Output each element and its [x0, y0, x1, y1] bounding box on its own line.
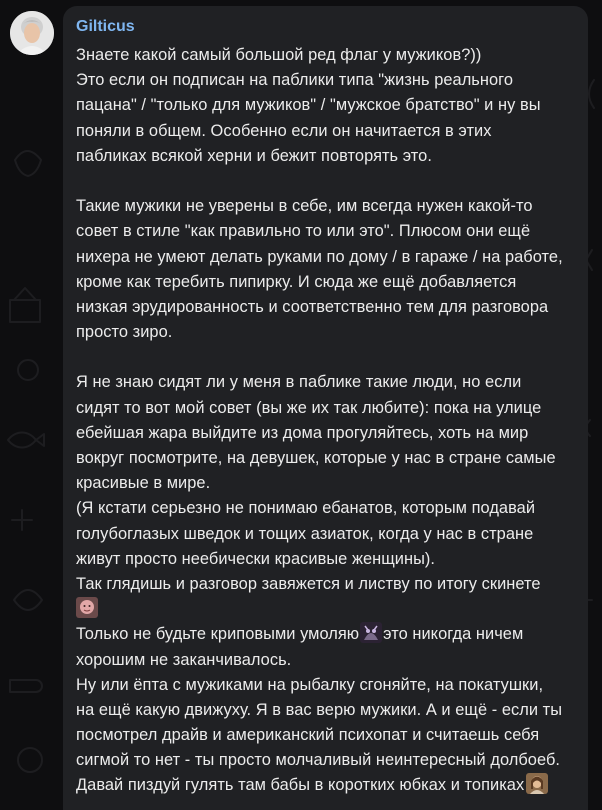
message-line: кроме как теребить пипирку. И сюда же ещё добавляется	[76, 272, 517, 291]
message-line: сидят то вот мой совет (вы же их так любите): пока на улице	[76, 398, 542, 417]
message-line: голубоглазых шведок и тощих азиаток, когда у нас в стране	[76, 524, 534, 543]
message-line: (Я кстати серьезно не понимаю ебанатов, которым подавай	[76, 499, 536, 518]
message-line-part: Только не будьте криповыми умоляю	[76, 625, 360, 644]
message-line: на ещё какую движуху. Я в вас верю мужики. А и ещё - если ты	[76, 700, 563, 719]
message-line: живут просто неебически красивые женщины).	[76, 549, 436, 568]
message-text	[76, 43, 576, 799]
emoji-line	[76, 597, 576, 622]
message-line: Так глядишь и разговор завяжется и листву по итогу скинете	[76, 574, 541, 593]
custom-emoji-woman-icon[interactable]	[526, 773, 548, 794]
message-line: нихера не умеют делать руками по дому / в гараже / на работе,	[76, 247, 563, 266]
message-line	[76, 773, 576, 798]
message-line: вокруг посмотрите, на девушек, которые у нас в стране самые	[76, 449, 556, 467]
message-line: просто зиро.	[76, 323, 173, 342]
message-line: поняли в общем. Особенно если он начитается в этих	[76, 121, 492, 140]
avatar-photo-icon	[10, 11, 54, 55]
message-line: Ну или ёпта с мужиками на рыбалку сгоняйте, на покатушки,	[76, 675, 544, 694]
message-line-part: Давай пиздуй гулять там бабы в коротких юбках и топиках	[76, 776, 525, 795]
message-line: совет в стиле "как правильно то или это". Плюсом они ещё	[76, 222, 531, 241]
sender-avatar[interactable]	[10, 11, 54, 55]
sender-name[interactable]: Gilticus	[76, 18, 135, 35]
message-bubble[interactable]	[63, 6, 588, 810]
paragraph-gap	[76, 345, 576, 370]
paragraph-gap	[76, 169, 576, 194]
message-line: пабликах всякой херни и бежит повторять это.	[76, 146, 432, 165]
message-line: Знаете какой самый большой ред флаг у мужиков?))	[76, 46, 482, 64]
message-line: сигмой то нет - ты просто молчаливый неинтересный долбоеб.	[76, 751, 560, 770]
message-line	[76, 622, 576, 647]
message-line: хорошим не заканчивалось.	[76, 650, 292, 669]
custom-emoji-cat-icon[interactable]	[360, 622, 382, 643]
message-line: Я не знаю сидят ли у меня в паблике такие люди, но если	[76, 373, 522, 392]
message-line: ебейшая жара выйдите из дома прогуляйтесь, хоть на мир	[76, 423, 529, 442]
message-line: Это если он подписан на паблики типа "жизнь реального	[76, 71, 513, 90]
message-line: низкая эрудированность и соответственно тем для разговора	[76, 297, 549, 316]
message-line: посмотрел драйв и американский психопат и считаешь себя	[76, 726, 540, 745]
message-line: Такие мужики не уверены в себе, им всегда нужен какой-то	[76, 197, 533, 216]
message-line: красивые в мире.	[76, 474, 211, 493]
message-line-part: это никогда ничем	[383, 625, 524, 644]
message-line: пацана" / "только для мужиков" / "мужское братство" и ну вы	[76, 96, 541, 115]
custom-emoji-face-icon[interactable]	[76, 597, 98, 618]
